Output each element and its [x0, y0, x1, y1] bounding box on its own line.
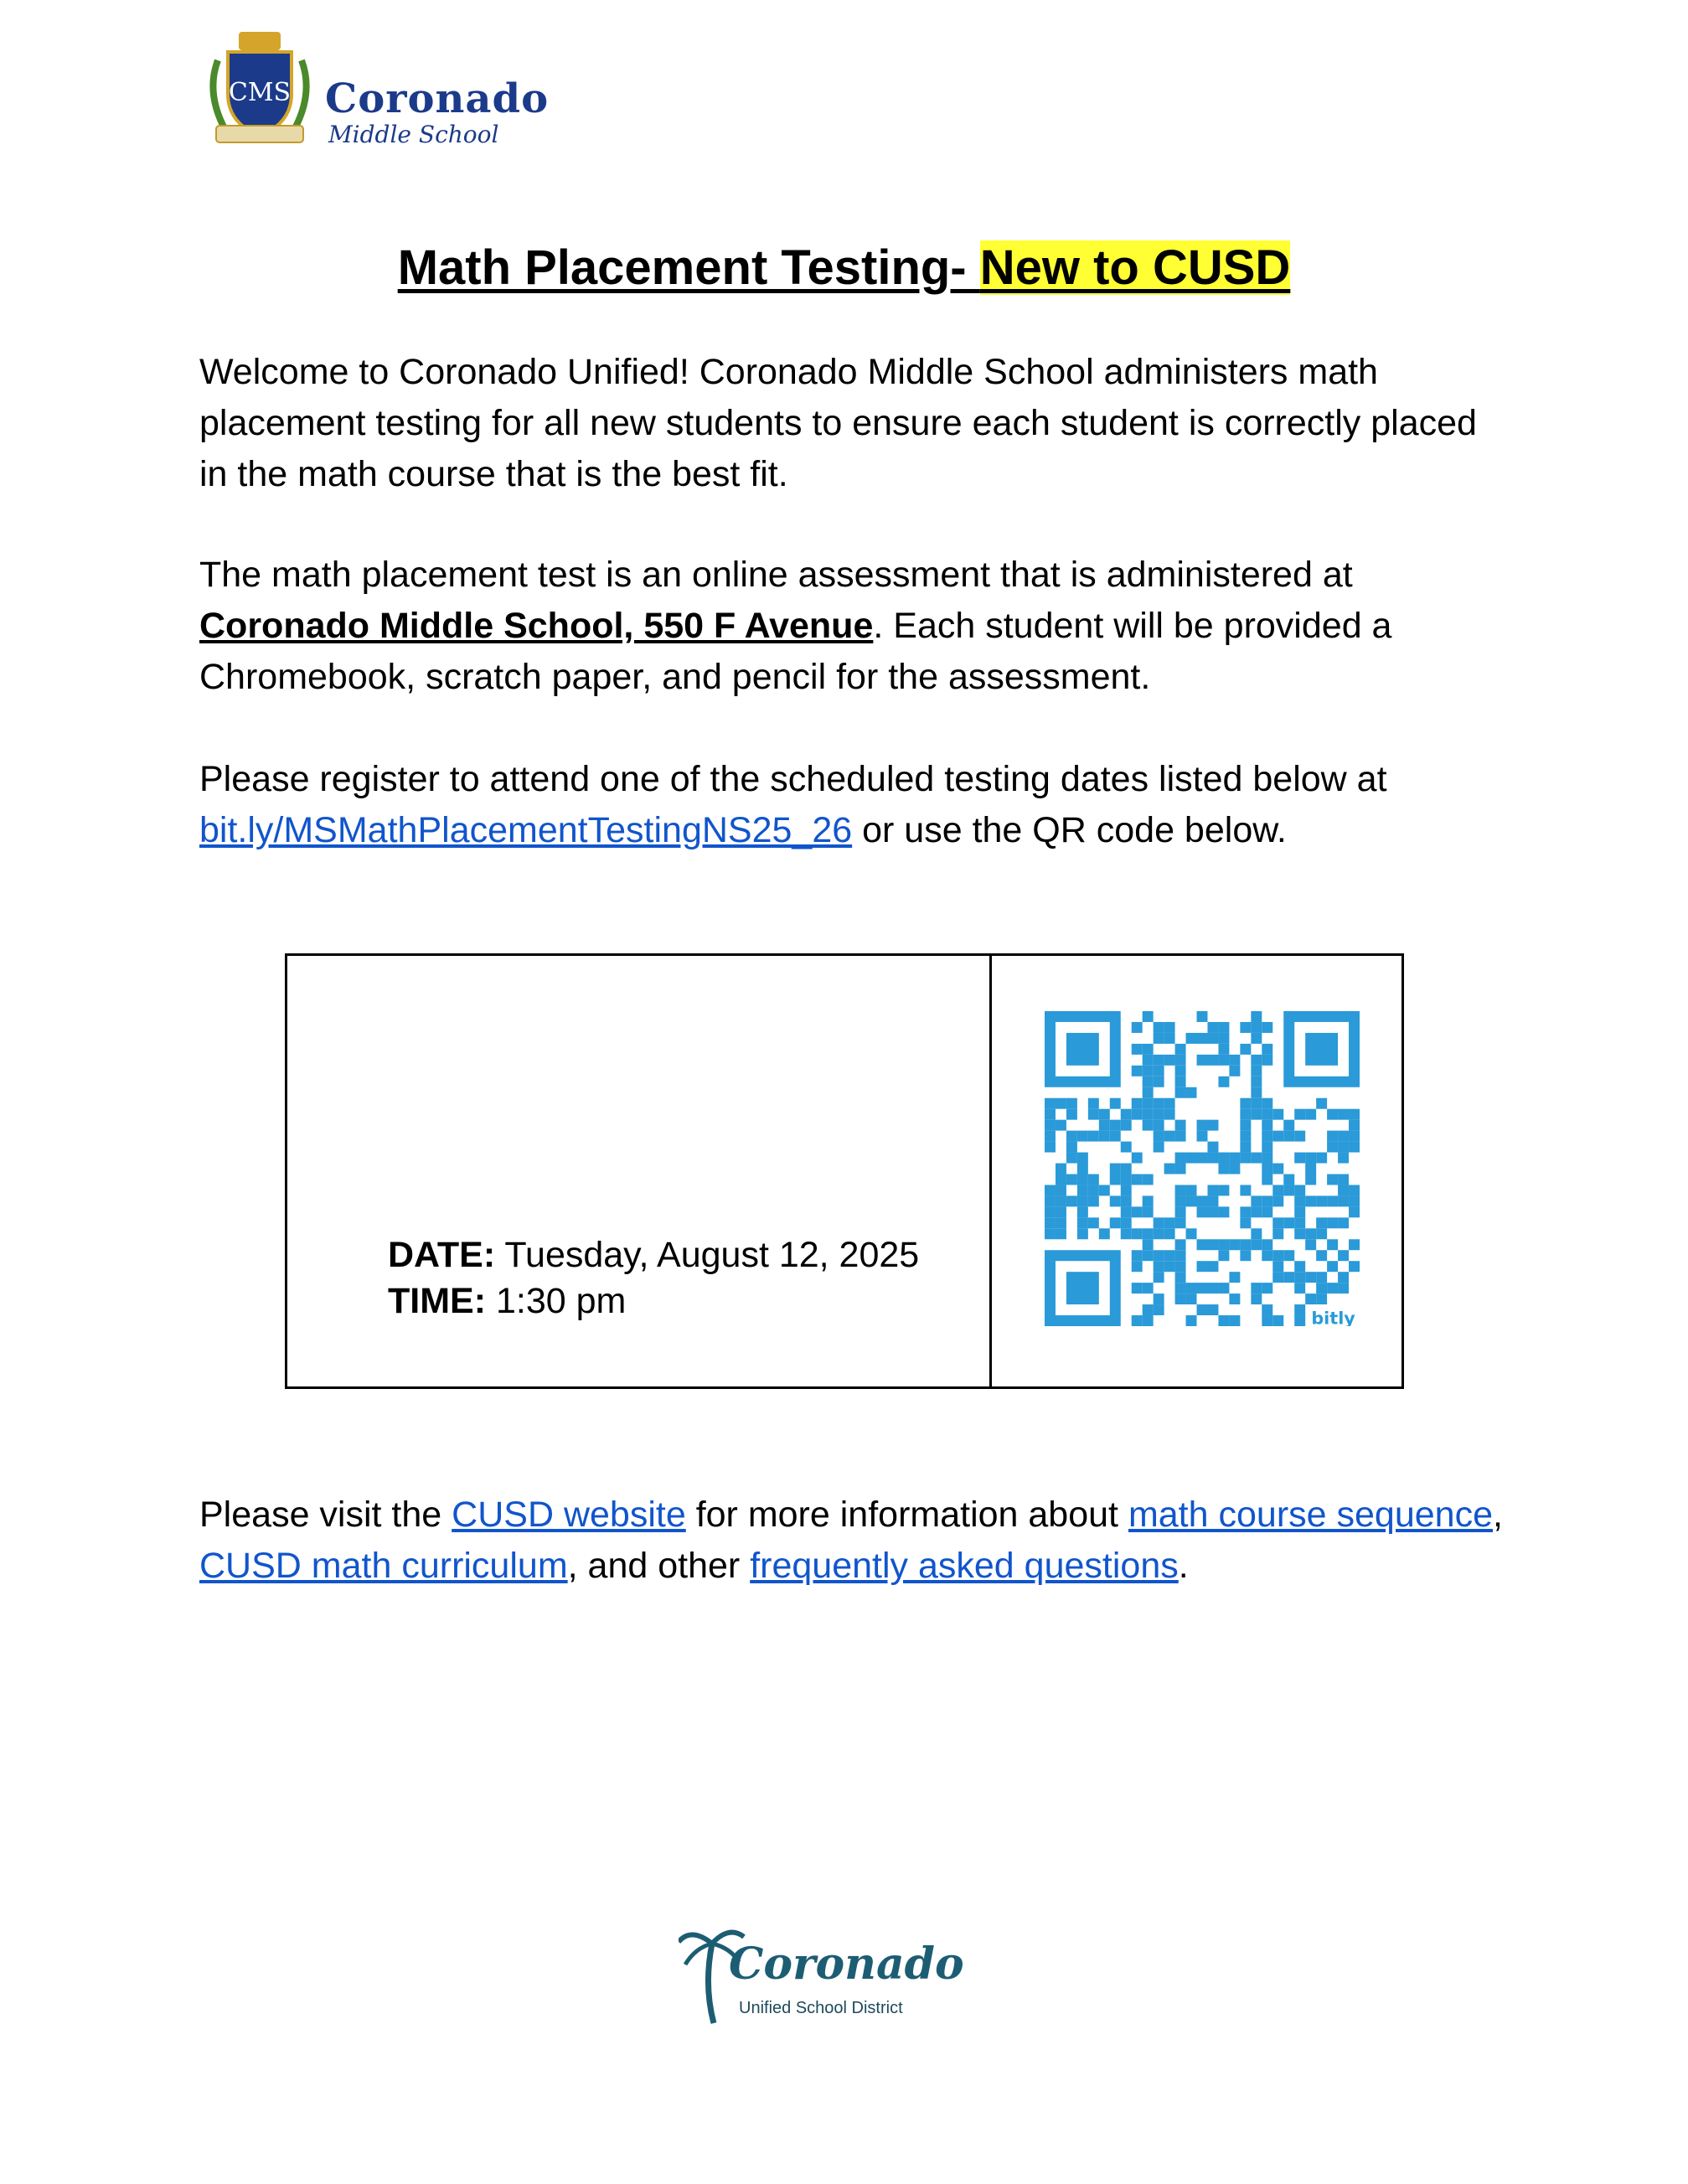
math-course-sequence-link[interactable]: math course sequence [1128, 1495, 1493, 1535]
svg-text:CMS: CMS [228, 78, 292, 107]
welcome-paragraph: Welcome to Coronado Unified! Coronado Middle School administers math placement testing for all new students to ensure each student is correctly placed in the math course that is the best fit. [199, 352, 1477, 494]
more-info-paragraph [199, 1490, 1506, 1592]
info-text-4: , and other [567, 1546, 751, 1586]
assessment-text-2: . Each student will be provided a Chromebook, scratch paper, and pencil for the assessment. [199, 606, 1392, 697]
qr-code-icon[interactable] [1045, 1011, 1360, 1326]
title-text: Math Placement Testing- [397, 240, 980, 295]
register-paragraph [199, 754, 1506, 856]
cms-logo [201, 27, 550, 152]
math-curriculum-link[interactable]: CUSD math curriculum [199, 1546, 568, 1586]
register-text-1: Please register to attend one of the scheduled testing dates listed below at [199, 759, 1387, 799]
schedule-table [285, 953, 1404, 1389]
registration-link[interactable]: bit.ly/MSMathPlacementTestingNS25_26 [199, 810, 853, 850]
time-value: 1:30 pm [486, 1281, 627, 1321]
cms-logo-name: Coronado [325, 75, 550, 122]
register-text-2: or use the QR code below. [852, 810, 1287, 850]
cusd-logo-sub: Unified School District [739, 1999, 903, 2017]
test-date-time [388, 1232, 924, 1324]
assessment-text-1: The math placement test is an online assessment that is administered at [199, 555, 1353, 595]
bitly-badge: bitly [1311, 1308, 1355, 1326]
info-text-3: , [1493, 1495, 1503, 1535]
test-location: Coronado Middle School, 550 F Avenue [199, 606, 874, 646]
page-title [0, 240, 1688, 296]
time-label: TIME: [388, 1281, 487, 1321]
faq-link[interactable]: frequently asked questions [750, 1546, 1179, 1586]
title-highlight: New to CUSD [979, 240, 1291, 295]
cusd-logo-word: Coronado [729, 1939, 964, 1990]
date-label: DATE: [388, 1235, 496, 1275]
assessment-paragraph [199, 550, 1506, 703]
info-text-5: . [1178, 1546, 1189, 1586]
date-value: Tuesday, August 12, 2025 [495, 1235, 920, 1275]
cms-logo-subname: Middle School [328, 121, 499, 148]
cms-crest-icon [201, 27, 318, 152]
info-text-1: Please visit the [199, 1495, 452, 1535]
cusd-website-link[interactable]: CUSD website [452, 1495, 686, 1535]
cusd-logo [679, 1918, 964, 2027]
info-text-2: for more information about [685, 1495, 1128, 1535]
table-divider [989, 956, 992, 1386]
